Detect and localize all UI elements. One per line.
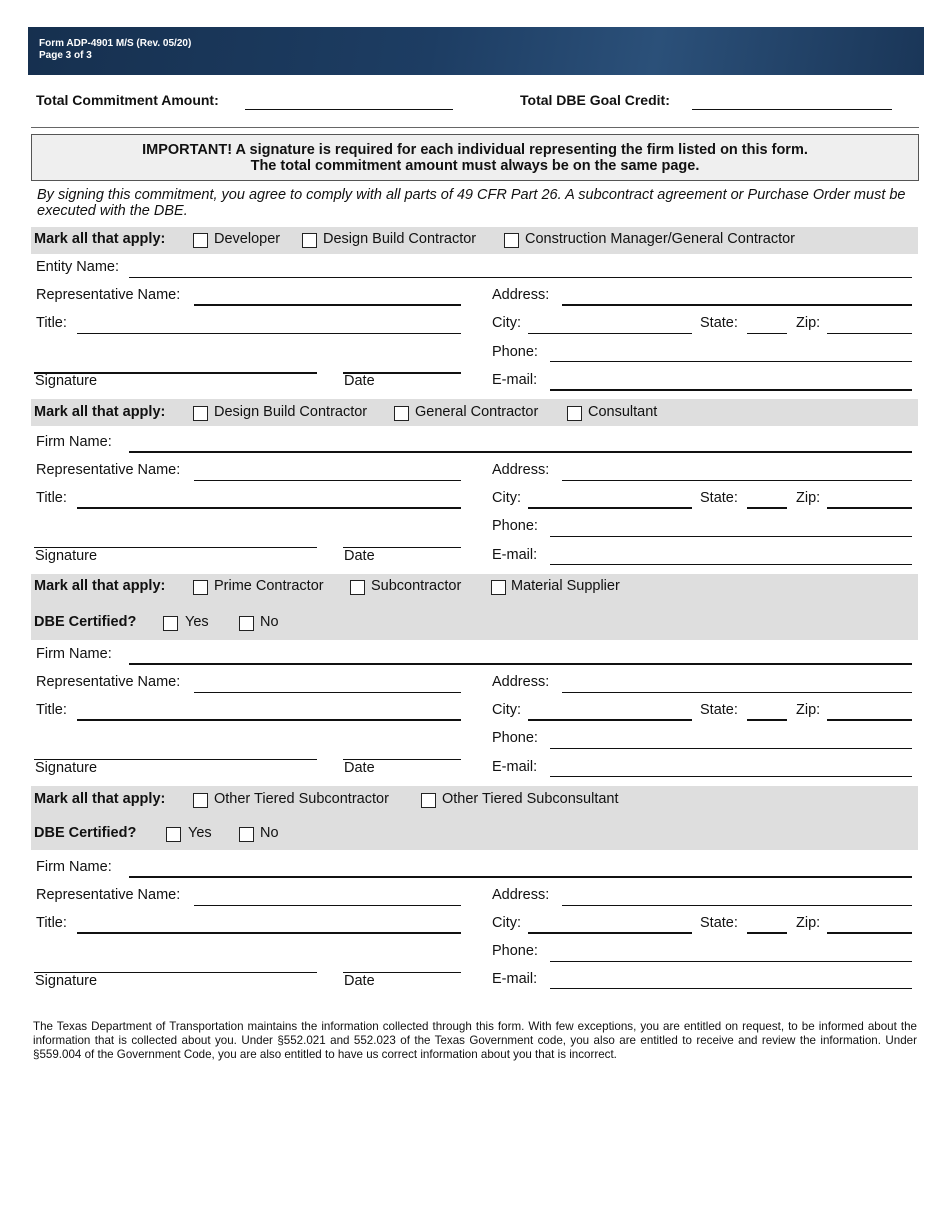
email-label: E-mail:	[492, 372, 538, 388]
state-field[interactable]	[747, 932, 787, 934]
checkbox-subcontractor[interactable]	[350, 580, 365, 595]
checkbox-developer[interactable]	[193, 233, 208, 248]
total-commitment-field[interactable]	[245, 109, 453, 110]
checkbox-other-tiered-subconsultant[interactable]	[421, 793, 436, 808]
option-subcontractor: Subcontractor	[371, 578, 462, 594]
firm-name-label: Firm Name:	[36, 434, 112, 450]
form-header-banner	[28, 27, 924, 75]
email-label: E-mail:	[492, 759, 538, 775]
zip-label: Zip:	[796, 915, 821, 931]
city-field[interactable]	[528, 333, 692, 334]
firm-name-label: Firm Name:	[36, 646, 112, 662]
city-label: City:	[492, 702, 521, 718]
title-field[interactable]	[77, 719, 461, 721]
title-field[interactable]	[77, 333, 461, 334]
email-field[interactable]	[550, 564, 912, 565]
checkbox-other-tiered-subcontractor[interactable]	[193, 793, 208, 808]
checkbox-dbe-no[interactable]	[239, 616, 254, 631]
date-label: Date	[344, 760, 375, 776]
title-label: Title:	[36, 702, 67, 718]
representative-name-field[interactable]	[194, 905, 461, 906]
email-field[interactable]	[550, 776, 912, 777]
entity-name-field[interactable]	[129, 277, 912, 278]
date-label: Date	[344, 548, 375, 564]
dbe-no-label: No	[260, 614, 279, 630]
option-general-contractor: General Contractor	[415, 404, 539, 420]
phone-label: Phone:	[492, 518, 538, 534]
dbe-yes-label: Yes	[188, 825, 212, 841]
checkbox-cm-gc[interactable]	[504, 233, 519, 248]
state-label: State:	[700, 702, 738, 718]
option-developer: Developer	[214, 231, 281, 247]
option-cm-gc: Construction Manager/General Contractor	[525, 231, 795, 247]
email-label: E-mail:	[492, 971, 538, 987]
important-line-2: The total commitment amount must always be on the same page.	[250, 158, 700, 174]
privacy-notice: The Texas Department of Transportation maintains the information collected through this form. With few exceptions, you are entitled on request, to be informed about the information that is collected about you. Under §552.021 and 552.023 of the Texas Government code, you also are entitled to receive and review the information. Under §559.004 of the Government Code, you are also entitled to have us correct information about you that is incorrect.	[33, 1020, 917, 1061]
zip-field[interactable]	[827, 507, 912, 509]
dbe-certified-label: DBE Certified?	[34, 825, 137, 841]
title-label: Title:	[36, 490, 67, 506]
representative-name-field[interactable]	[194, 692, 461, 693]
checkbox-consultant[interactable]	[567, 406, 582, 421]
option-prime-contractor: Prime Contractor	[214, 578, 324, 594]
state-field[interactable]	[747, 719, 787, 721]
zip-field[interactable]	[827, 719, 912, 721]
checkbox-dbe-yes[interactable]	[166, 827, 181, 842]
phone-label: Phone:	[492, 730, 538, 746]
email-field[interactable]	[550, 988, 912, 989]
city-label: City:	[492, 490, 521, 506]
option-other-tiered-subconsultant: Other Tiered Subconsultant	[442, 791, 619, 807]
signature-label: Signature	[35, 373, 98, 389]
email-label: E-mail:	[492, 547, 538, 563]
option-other-tiered-subcontractor: Other Tiered Subcontractor	[214, 791, 389, 807]
state-label: State:	[700, 490, 738, 506]
representative-name-label: Representative Name:	[36, 287, 181, 303]
representative-name-field[interactable]	[194, 480, 461, 481]
city-field[interactable]	[528, 507, 692, 509]
address-label: Address:	[492, 462, 550, 478]
city-label: City:	[492, 915, 521, 931]
address-field[interactable]	[562, 304, 912, 306]
signature-label: Signature	[35, 760, 98, 776]
phone-field[interactable]	[550, 748, 912, 749]
checkbox-design-build-contractor[interactable]	[193, 406, 208, 421]
dbe-certified-label: DBE Certified?	[34, 614, 137, 630]
mark-all-label: Mark all that apply:	[34, 231, 166, 247]
representative-name-label: Representative Name:	[36, 462, 181, 478]
divider	[31, 127, 919, 128]
mark-all-label: Mark all that apply:	[34, 404, 166, 420]
checkbox-design-build-contractor[interactable]	[302, 233, 317, 248]
option-material-supplier: Material Supplier	[511, 578, 620, 594]
representative-name-label: Representative Name:	[36, 887, 181, 903]
total-commitment-label: Total Commitment Amount:	[36, 92, 219, 108]
title-label: Title:	[36, 315, 67, 331]
phone-label: Phone:	[492, 943, 538, 959]
page-number: Page 3 of 3	[39, 50, 92, 61]
address-field[interactable]	[562, 692, 912, 693]
option-design-build-contractor: Design Build Contractor	[214, 404, 368, 420]
dbe-yes-label: Yes	[185, 614, 209, 630]
date-label: Date	[344, 373, 375, 389]
total-dbe-credit-label: Total DBE Goal Credit:	[520, 92, 670, 108]
mark-all-label: Mark all that apply:	[34, 578, 166, 594]
important-line-1: IMPORTANT! A signature is required for each individual representing the firm listed on this form.	[142, 142, 808, 158]
title-label: Title:	[36, 915, 67, 931]
signature-label: Signature	[35, 973, 98, 989]
phone-label: Phone:	[492, 344, 538, 360]
signature-label: Signature	[35, 548, 98, 564]
zip-label: Zip:	[796, 315, 821, 331]
firm-name-field[interactable]	[129, 451, 912, 453]
title-field[interactable]	[77, 507, 461, 509]
email-field[interactable]	[550, 389, 912, 391]
checkbox-dbe-no[interactable]	[239, 827, 254, 842]
checkbox-dbe-yes[interactable]	[163, 616, 178, 631]
form-id: Form ADP-4901 M/S (Rev. 05/20)	[39, 38, 192, 49]
state-label: State:	[700, 915, 738, 931]
city-field[interactable]	[528, 719, 692, 721]
zip-label: Zip:	[796, 702, 821, 718]
phone-field[interactable]	[550, 961, 912, 962]
checkbox-prime-contractor[interactable]	[193, 580, 208, 595]
address-label: Address:	[492, 887, 550, 903]
agreement-statement: By signing this commitment, you agree to comply with all parts of 49 CFR Part 26. A subcontract agreement or Purchase Order must be executed with the DBE.	[37, 187, 906, 219]
phone-field[interactable]	[550, 361, 912, 362]
zip-field[interactable]	[827, 932, 912, 934]
representative-name-field[interactable]	[194, 304, 461, 306]
checkbox-material-supplier[interactable]	[491, 580, 506, 595]
state-label: State:	[700, 315, 738, 331]
option-design-build-contractor: Design Build Contractor	[323, 231, 477, 247]
address-label: Address:	[492, 287, 550, 303]
address-field[interactable]	[562, 905, 912, 906]
firm-name-field[interactable]	[129, 663, 912, 665]
checkbox-general-contractor[interactable]	[394, 406, 409, 421]
representative-name-label: Representative Name:	[36, 674, 181, 690]
city-label: City:	[492, 315, 521, 331]
firm-name-field[interactable]	[129, 876, 912, 878]
zip-label: Zip:	[796, 490, 821, 506]
important-notice	[31, 134, 919, 181]
option-consultant: Consultant	[588, 404, 658, 420]
dbe-no-label: No	[260, 825, 279, 841]
entity-name-label: Entity Name:	[36, 259, 119, 275]
address-field[interactable]	[562, 480, 912, 481]
firm-name-label: Firm Name:	[36, 859, 112, 875]
state-field[interactable]	[747, 333, 787, 334]
date-label: Date	[344, 973, 375, 989]
city-field[interactable]	[528, 932, 692, 934]
total-dbe-credit-field[interactable]	[692, 109, 892, 110]
state-field[interactable]	[747, 507, 787, 509]
address-label: Address:	[492, 674, 550, 690]
mark-all-label: Mark all that apply:	[34, 791, 166, 807]
phone-field[interactable]	[550, 536, 912, 537]
title-field[interactable]	[77, 932, 461, 934]
zip-field[interactable]	[827, 333, 912, 334]
